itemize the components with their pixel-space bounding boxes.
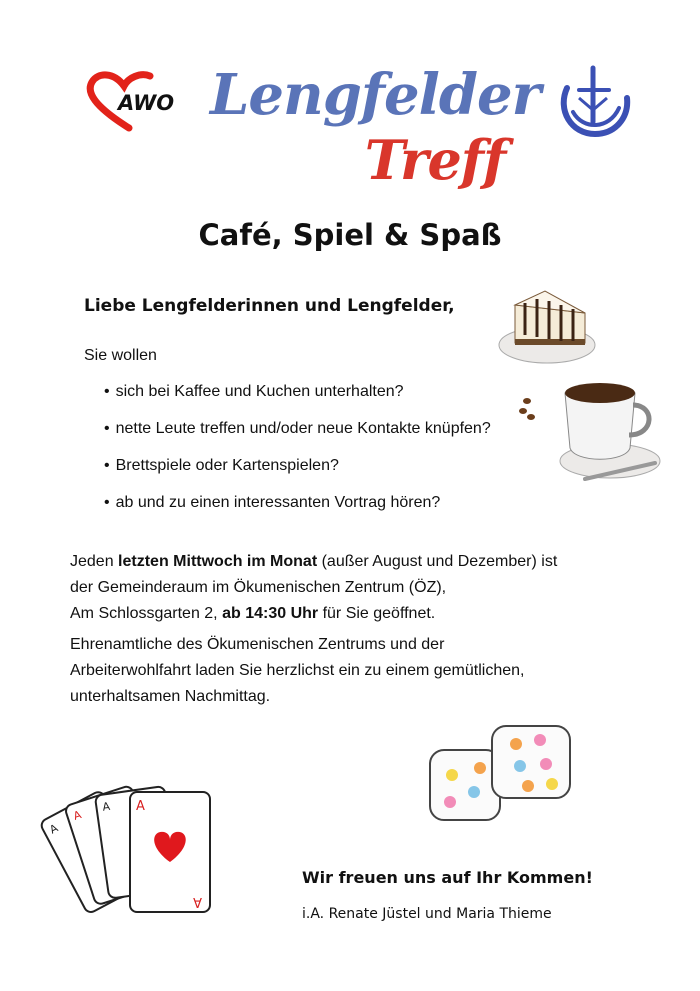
bullet-item: • nette Leute treffen und/oder neue Kontakte knüpfen? <box>104 417 491 454</box>
dice-illustration <box>420 720 580 830</box>
subtitle: Café, Spiel & Spaß <box>198 218 502 252</box>
playing-cards-illustration <box>47 778 228 918</box>
card-rank: A <box>193 894 202 909</box>
invitation-line: Ehrenamtliche des Ökumenischen Zentrums und der <box>70 636 445 653</box>
bullet-item: • Brettspiele oder Kartenspielen? <box>104 454 491 491</box>
invitation-paragraph <box>70 632 630 710</box>
title-line-2: Treff <box>364 128 506 192</box>
closing-line: Wir freuen uns auf Ihr Kommen! <box>302 868 593 887</box>
schedule-paragraph <box>70 549 630 627</box>
schedule-text: (außer August und Dezember) ist <box>317 553 558 570</box>
card-rank: A <box>136 799 145 814</box>
invitation-line: Arbeiterwohlfahrt laden Sie herzlichst ein zu einem gemütlichen, <box>70 662 525 679</box>
schedule-day: letzten Mittwoch im Monat <box>118 553 318 570</box>
card-rank: A <box>47 821 61 837</box>
ecumenical-logo <box>553 60 631 138</box>
bullet-item: • sich bei Kaffee und Kuchen unterhalten? <box>104 380 491 417</box>
card-rank: A <box>101 799 111 814</box>
schedule-text: Jeden <box>70 553 119 570</box>
awo-logo-text: AWO <box>118 91 175 115</box>
card-rank: A <box>71 808 83 823</box>
invitation-line: unterhaltsamen Nachmittag. <box>70 688 271 705</box>
awo-logo <box>84 70 174 132</box>
schedule-time: ab 14:30 Uhr <box>222 605 319 622</box>
schedule-location: der Gemeinderaum im Ökumenischen Zentrum (ÖZ), <box>70 579 447 596</box>
intro-text: Sie wollen <box>84 347 157 364</box>
signature-line: i.A. Renate Jüstel und Maria Thieme <box>302 906 552 922</box>
title-line-1: Lengfelder <box>210 62 541 128</box>
bullet-item: • ab und zu einen interessanten Vortrag hören? <box>104 491 491 528</box>
cake-and-coffee-illustration <box>495 283 665 488</box>
schedule-text: für Sie geöffnet. <box>318 605 436 622</box>
schedule-address: Am Schlossgarten 2, <box>70 605 223 622</box>
greeting: Liebe Lengfelderinnen und Lengfelder, <box>84 296 455 316</box>
bullet-list <box>104 380 491 528</box>
